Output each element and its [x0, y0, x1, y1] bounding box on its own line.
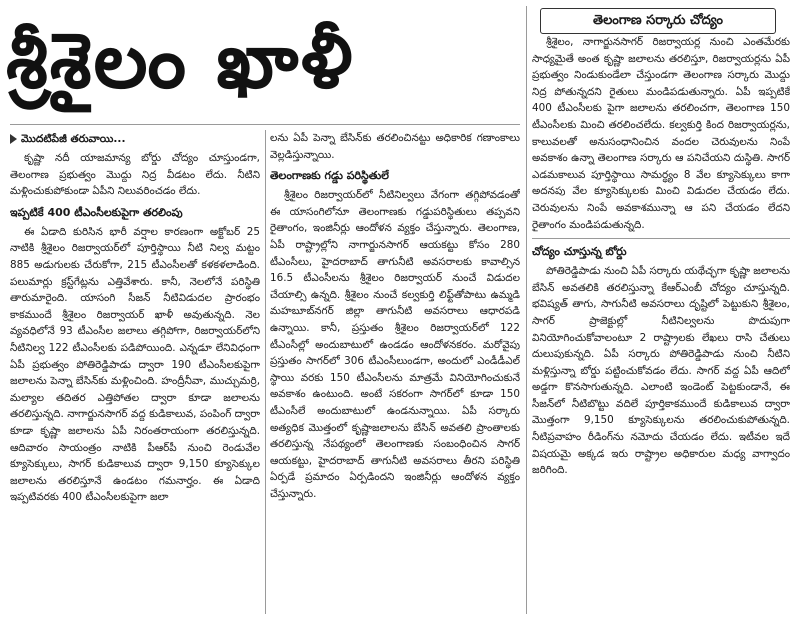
intro-paragraph: కృష్ణా నదీ యాజమాన్య బోర్డు చోద్యం చూస్తుండగా, తెలంగాణ ప్రభుత్వం మొద్దు నిద్ర వీడటం లేదు. నీటిని మళ్లించుకుపోకుండా ఏపీని నిలువరించడం లేదు. — [10, 152, 260, 198]
sidebar-paragraph: శ్రీశైలం, నాగార్జునసాగర్‌ రిజర్వాయర్ల నుంచి ఎంతమేరకు సాధ్యమైతే అంత కృష్ణా జలాలను తరలిస్తూ, రిజర్వాయర్లను ఏపీ ప్రభుత్వం నిండుకుండేలా చేస్తుండగా తెలంగాణ సర్కారు మొద్దు నిద్ర పోతున్నదని రైతులు మండిపడుతున్నారు. ఏపీ ఇప్పటికే 400 టీఎంసీలకు పైగా జలాలను తరలించగా, తెలంగాణ 150 టీఎంసీలకు మించి తరలించలేదు. కల్వకుర్తి కింద రిజర్వాయర్లను, కాలువలతో అనుసంధానించిన వందల చెరువులను నింపే అవకాశం ఉన్నా తెలంగాణ సర్కారు ఆ పనిచేయని దుస్థితి. సాగర్‌ ఎడమకాలువ పూర్తిస్థాయి సామర్థ్యం 8 వేల క్యూసెక్కులు కాగా అదనపు వేల క్యూసెక్కులకు మించి విడుదల చేయడం లేదు. చెరువులను నింపే అవకాశమున్నా ఆ పని చేయడం లేదని రైతాంగం మండిపడుతున్నది. — [532, 36, 790, 231]
subhead-board: చోద్యం చూస్తున్న బోర్డు — [532, 245, 627, 259]
headline-rule — [10, 124, 520, 125]
lead-paragraph: లను ఏపీ పెన్నా బేసిన్‌కు తరలించినట్టు అధికారిక గణాంకాలు వెల్లడిస్తున్నాయి. — [270, 132, 520, 161]
board-paragraph: పోతిరెడ్డిపాడు నుంచి ఏపీ సర్కారు యథేచ్ఛగా కృష్ణా జలాలను బేసిన్‌ అవతలికి తరలిస్తున్నా కేఆర్‌ఎంబీ చోద్యం చూస్తున్నది. భవిష్యత్‌ తాగు, సాగునీటి అవసరాలు దృష్టిలో పెట్టుకుని శ్రీశైలం, సాగర్‌ ప్రాజెక్టుల్లో నీటినిల్వలను పొదుపుగా వినియోగించుకోవాలంటూ 2 రాష్ట్రాలకు లేఖలు రాసి చేతులు దులుపుకున్నది. ఏపీ సర్కారు పోతిరెడ్డిపాడు నుంచి నీటిని మళ్లిస్తున్నా బోర్డు పట్టించుకోవడం లేదు. సాగర్‌ వద్ద ఏపీ ఆదిలో అడ్డగా కొనసాగుతున్నది. ఎలాంటి ఇండెంట్‌ పెట్టకుండానే, ఈ సీజన్‌లో నీటిబొట్టు వదిలే పూర్తికాకముందే కుడికాలువ ద్వారా మొత్తంగా 9,150 క్యూసెక్కులను తరలించుకుపోతున్నది. నీటిప్రవాహం రీడింగ్‌ను నమోదు చేయడం లేదు. ఇటీవల ఇదే విషయమై అక్కడ ఇరు రాష్ట్రాల అధికారుల మధ్య వాగ్వాదం జరిగింది. — [532, 265, 790, 477]
headline: శ్రీశైలం ఖాళీ — [6, 16, 355, 105]
subhead-telangana: తెలంగాణకు గడ్డు పరిస్థితులే — [270, 169, 389, 183]
continuation-label — [10, 130, 260, 148]
article-column-1 — [10, 130, 260, 614]
continuation-text: మొదటిపేజీ తరువాయి... — [21, 133, 126, 145]
arrow-right-icon — [10, 134, 17, 144]
body-paragraph: శ్రీశైలం రిజర్వాయర్‌లో నీటినిల్వలు వేగంగా తగ్గిపోవడంతో ఈ యాసంగిలోనూ తెలంగాణకు గడ్డుపరిస్థితులు తప్పవని రైతాంగం, ఇంజినీర్లు ఆందోళన వ్యక్తం చేస్తున్నారు. తెలంగాణ, ఏపీ రాష్ట్రాల్లోని నాగార్జునసాగర్‌ ఆయకట్టు కోసం 280 టీఎంసీలు, హైదరాబాద్‌ తాగునీటి అవసరాలకు కావాల్సిన 16.5 టీఎంసీలను శ్రీశైలం రిజర్వాయర్‌ నుంచే విడుదల చేయాల్సి ఉన్నది. శ్రీశైలం నుంచే కల్వకుర్తి లిఫ్ట్‌తోపాటు ఉమ్మడి మహబూబ్‌నగర్‌ జిల్లా తాగునీటి అవసరాలు ఆధారపడి ఉన్నాయి. కానీ, ప్రస్తుతం శ్రీశైలం రిజర్వాయర్‌లో 122 టీఎంసీల్లో అందుబాటులో ఉండడం ఆందోళనకరం. మరోవైపు ప్రస్తుతం సాగర్‌లో 306 టీఎంసీలుండగా, అందులో ఎండీడీఎల్‌ స్థాయి వరకు 150 టీఎంసీలను మాత్రమే వినియోగించుకునే అవకాశం ఉంటుంది. అంటే సకరంగా సాగర్‌లో కూడా 150 టీఎంసీలే అందుబాటులో ఉండనున్నాయి. ఏపీ సర్కారు అత్యధిక మొత్తంలో కృష్ణాజలాలను బేసిన్‌ అవతలి ప్రాంతాలకు తరలిస్తున్న నేపథ్యంలో తెలంగాణకు సంబంధించిన సాగర్‌ ఆయకట్టు, హైదరాబాద్‌ తాగునీటి అవసరాలు తీరని పరిస్థితి ఏర్పడే ప్రమాదం ఏర్పడిందని ఇంజినీర్లు ఆందోళన వ్యక్తం చేస్తున్నారు. — [270, 189, 520, 500]
sidebar-box-title: తెలంగాణ సర్కారు చోద్యం — [540, 8, 776, 34]
column-rule-2 — [526, 6, 527, 614]
column-rule-1 — [265, 130, 266, 614]
section-rule — [532, 238, 790, 239]
article-column-3 — [532, 34, 790, 614]
body-paragraph: ఈ ఏడాది కురిసిన భారీ వర్షాల కారణంగా అక్టోబర్ 25 నాటికి శ్రీశైలం రిజర్వాయర్‌లో పూర్తిస్థాయి నీటి నిల్వ మట్టం 885 అడుగులకు చేరుకోగా, 215 టీఎంసీలతో కళకళలాడింది. పలుమార్లు క్రస్ట్‌గేట్లను ఎత్తివేశారు. కానీ, నెలలోనే పరిస్థితి తారుమారైంది. యాసంగి సీజన్‌ నీటివిడుదల ప్రారంభం కాకముందే శ్రీశైలం రిజర్వాయర్‌ ఖాళీ అవుతున్నది. నెల వ్యవధిలోనే 93 టీఎంసీల జలాలు తగ్గిపోగా, రిజర్వాయర్‌లోని నీటినిల్వ 122 టీఎంసీలకు పడిపోయింది. ఎన్నడూ లేనివిధంగా ఏపీ ప్రభుత్వం పోతిరెడ్డిపాడు ద్వారా 190 టీఎంసీలకుపైగా జలాలను పెన్నా బేసిన్‌కు మళ్లించింది. హంద్రీనీవా, ముచ్చుమర్రి, మల్యాల తదితర ఎత్తిపోతల ద్వారా కూడా జలాలను తరలిస్తున్నది. నాగార్జునసాగర్‌ వద్ద కుడికాలువ, పంపింగ్‌ ద్వారా కూడా కృష్ణా జలాలను ఏపీ నిరంతరాయంగా తరలిస్తున్నది. ఆదివారం సాయంత్రం నాటికి పీఆర్‌పీ నుంచి రెండువేల క్యూసెక్కులు, సాగర్‌ కుడికాలువ ద్వారా 9,150 క్యూసెక్కుల జలాలను తరలిస్తూనే ఉండటం గమనార్హం. ఈ ఏడాది ఇప్పటివరకు 400 టీఎంసీలకుపైగా జలా — [10, 225, 260, 504]
subhead-transfer: ఇప్పటికే 400 టీఎంసీలకుపైగా తరలింపు — [10, 205, 183, 219]
article-column-2 — [270, 130, 520, 614]
